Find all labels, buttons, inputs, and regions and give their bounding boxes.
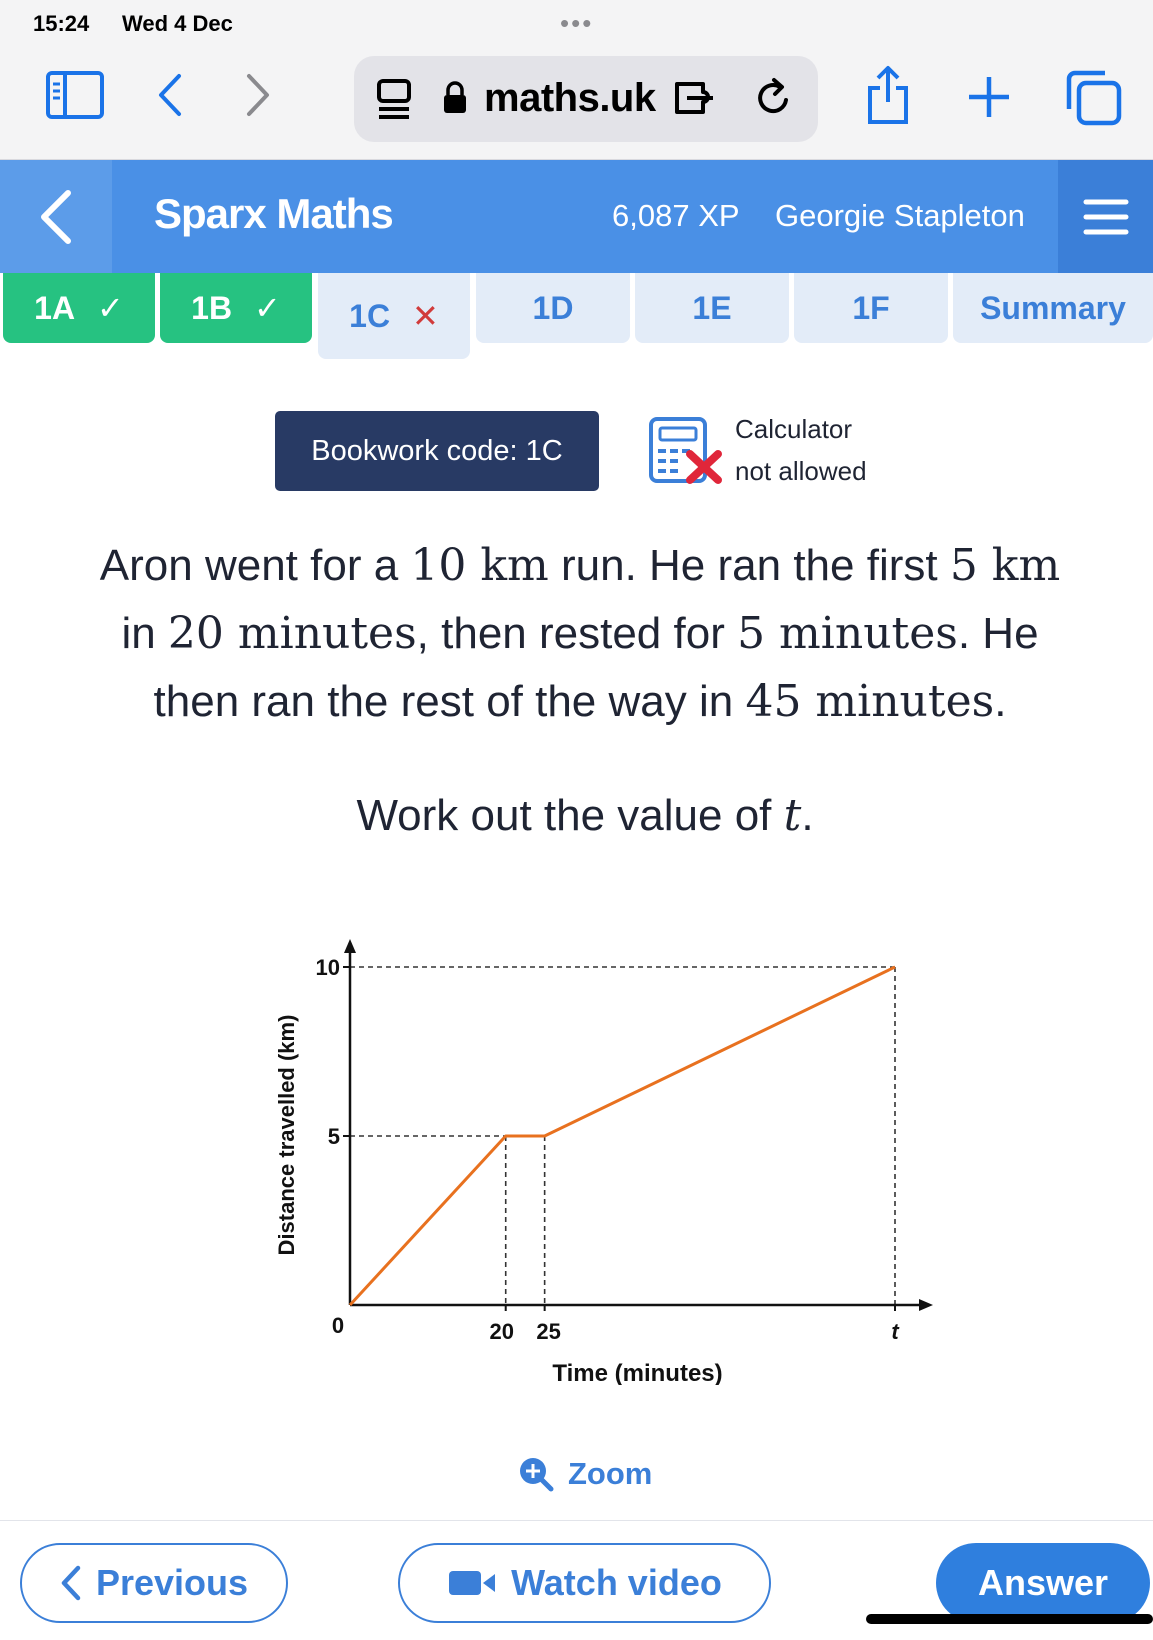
question-line-3	[40, 668, 1120, 736]
check-icon: ✓	[254, 290, 281, 326]
answer-button[interactable]	[936, 1543, 1150, 1623]
distance-time-graph	[260, 925, 940, 1385]
reader-icon[interactable]	[374, 74, 414, 124]
text: .	[994, 677, 1007, 726]
bookwork-label: Bookwork code: 1C	[311, 434, 563, 467]
math: t	[783, 790, 802, 841]
text: , then rested for	[416, 609, 738, 658]
share-icon[interactable]	[862, 62, 914, 128]
hamburger-icon	[1083, 197, 1129, 237]
text: . He	[957, 609, 1039, 658]
question-text	[40, 532, 1120, 736]
zoom-button[interactable]	[518, 1452, 652, 1496]
watch-video-button[interactable]	[398, 1543, 771, 1623]
tab-label: 1B	[191, 289, 233, 326]
home-indicator	[866, 1614, 1153, 1624]
tab-1c[interactable]	[318, 273, 470, 359]
status-date: Wed 4 Dec	[122, 11, 233, 36]
tab-label: 1F	[852, 289, 890, 326]
menu-button[interactable]	[1058, 160, 1153, 273]
y-axis-label: Distance travelled (km)	[274, 1014, 299, 1256]
calculator-status: not allowed	[735, 456, 867, 486]
tab-label: 1A	[34, 289, 76, 326]
tab-label: 1E	[692, 289, 732, 326]
forward-arrow-icon[interactable]	[238, 68, 278, 122]
text: run. He ran the first	[548, 541, 950, 590]
lock-icon	[440, 78, 470, 118]
tab-label: 1C	[349, 297, 391, 334]
previous-label: Previous	[95, 1562, 249, 1603]
x-axis-label: Time (minutes)	[552, 1360, 723, 1385]
tab-label: Summary	[980, 289, 1126, 326]
math: 45 minutes	[745, 676, 995, 727]
xp-counter: 6,087 XP	[612, 198, 740, 233]
text: Work out the value of	[356, 791, 784, 840]
cross-icon: ✕	[412, 298, 439, 334]
tab-1e[interactable]	[635, 273, 789, 343]
tabs-overview-icon[interactable]	[1064, 68, 1124, 128]
math: 10 km	[410, 540, 549, 591]
text: Aron went for a	[99, 541, 411, 590]
tab-1f[interactable]	[794, 273, 948, 343]
question-line-2	[40, 600, 1120, 668]
calculator-not-allowed-icon	[648, 416, 724, 491]
text: in	[121, 609, 168, 658]
divider	[0, 1520, 1153, 1521]
text: .	[801, 791, 814, 840]
instruction-text	[0, 790, 1153, 841]
zoom-label: Zoom	[568, 1456, 653, 1491]
text: then ran the rest of the way in	[153, 677, 746, 726]
bookwork-code	[275, 411, 599, 491]
math: 5 minutes	[737, 608, 958, 659]
tab-1a[interactable]	[3, 273, 155, 343]
math: 20 minutes	[167, 608, 417, 659]
tab-label: 1D	[532, 289, 574, 326]
browser-toolbar	[0, 48, 1153, 160]
multitasking-dots-icon[interactable]: •••	[560, 8, 594, 38]
y-tick-label: 10	[315, 955, 340, 980]
status-bar	[0, 0, 1153, 48]
tab-summary[interactable]	[953, 273, 1153, 343]
calculator-label: Calculator	[735, 414, 853, 444]
user-name[interactable]: Georgie Stapleton	[775, 198, 1025, 233]
previous-button[interactable]	[20, 1543, 288, 1623]
x-axis-arrow	[919, 1299, 933, 1311]
status-time: 15:24	[33, 11, 90, 36]
check-icon: ✓	[97, 290, 124, 326]
back-arrow-icon[interactable]	[150, 68, 190, 122]
x-tick-label: 20	[489, 1319, 514, 1344]
y-tick-label: 5	[327, 1124, 340, 1149]
chevron-left-icon	[60, 1565, 82, 1601]
sidebar-icon[interactable]	[44, 68, 106, 122]
reload-icon[interactable]	[752, 74, 796, 122]
question-line-1	[40, 532, 1120, 600]
y-axis-arrow	[344, 939, 356, 953]
app-header	[0, 160, 1153, 273]
url-text[interactable]: maths.uk	[484, 76, 656, 120]
extension-icon[interactable]	[672, 76, 722, 120]
math: 5 km	[949, 540, 1061, 591]
back-button[interactable]	[0, 160, 112, 273]
tab-1b[interactable]	[160, 273, 312, 343]
video-camera-icon	[447, 1568, 497, 1598]
app-title: Sparx Maths	[154, 190, 393, 237]
new-tab-icon[interactable]	[964, 72, 1014, 122]
zoom-in-icon	[518, 1456, 554, 1492]
answer-label: Answer	[977, 1562, 1109, 1603]
x-tick-label-t: t	[891, 1319, 899, 1344]
chevron-left-icon	[36, 187, 76, 247]
origin-label: 0	[331, 1313, 345, 1338]
watch-video-label: Watch video	[511, 1562, 722, 1603]
x-tick-label: 25	[536, 1319, 561, 1344]
tab-1d[interactable]	[476, 273, 630, 343]
